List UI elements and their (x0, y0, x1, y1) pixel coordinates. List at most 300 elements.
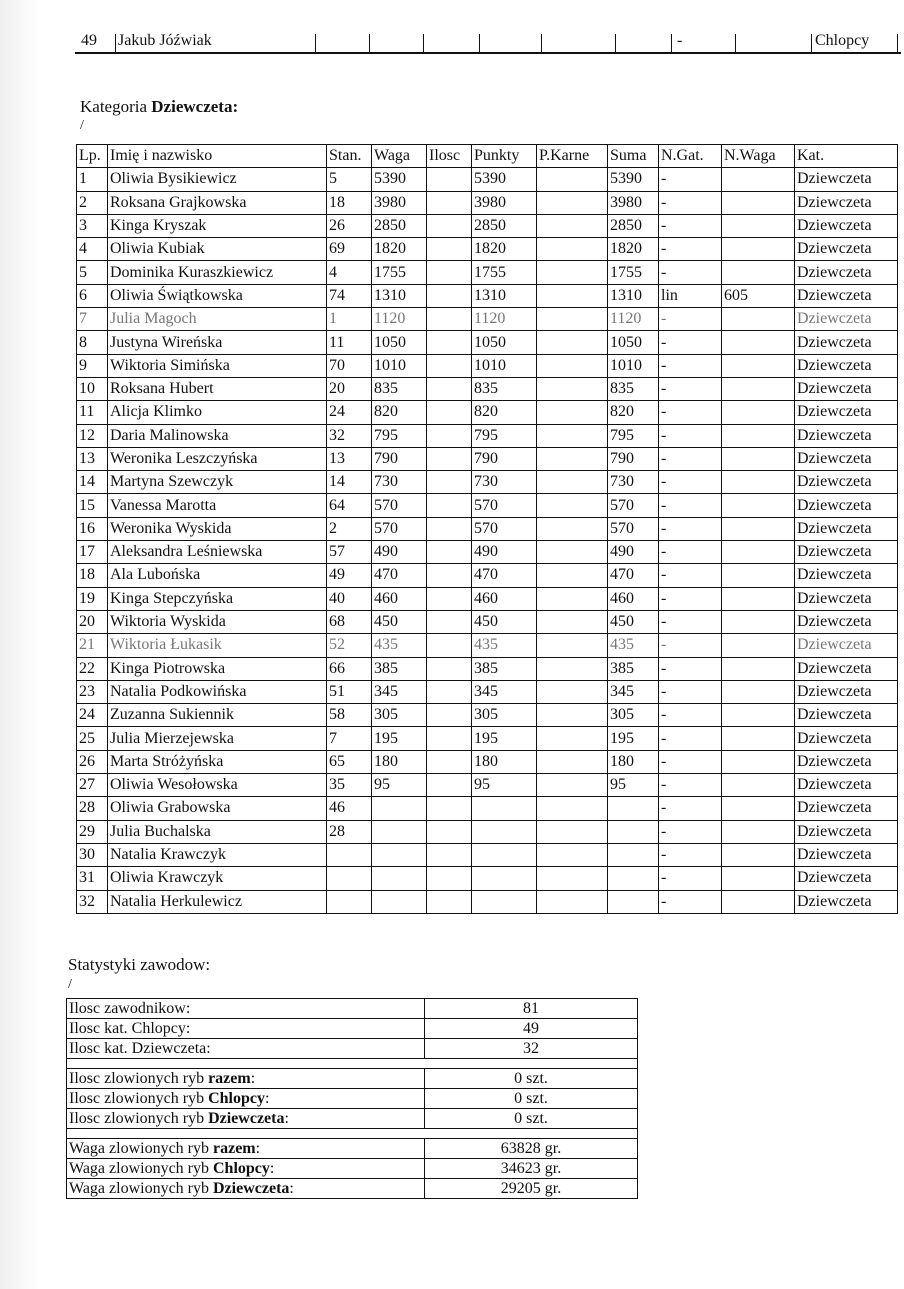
cell-punkty: 435 (472, 634, 537, 657)
cell-kat: Dziewczeta (795, 867, 898, 890)
cell-n-gat: - (659, 471, 722, 494)
cell-p-karne (537, 214, 608, 237)
cell-lp: 5 (77, 261, 108, 284)
cell-p-karne (537, 401, 608, 424)
cell-punkty: 1120 (472, 308, 537, 331)
cell-n-gat: - (659, 308, 722, 331)
cell-suma: 1820 (608, 238, 659, 261)
header-waga: Waga (372, 145, 427, 168)
cell-name: Wiktoria Wyskida (108, 610, 327, 633)
cell-lp: 30 (77, 843, 108, 866)
cell-suma (608, 797, 659, 820)
cell-ilosc (427, 890, 472, 913)
top-row-divider (735, 34, 736, 52)
stats-gap-cell (67, 1129, 638, 1139)
cell-kat: Dziewczeta (795, 727, 898, 750)
cell-n-waga (722, 634, 795, 657)
cell-stan: 40 (327, 587, 372, 610)
cell-stan: 65 (327, 750, 372, 773)
cell-n-waga (722, 377, 795, 400)
cell-waga (372, 867, 427, 890)
cell-punkty: 345 (472, 680, 537, 703)
top-row-lp: 49 (81, 32, 97, 49)
table-row (77, 867, 898, 890)
cell-n-waga (722, 843, 795, 866)
cell-suma: 795 (608, 424, 659, 447)
table-row (77, 424, 898, 447)
top-row-divider (811, 34, 812, 52)
cell-n-waga (722, 750, 795, 773)
cell-kat: Dziewczeta (795, 541, 898, 564)
cell-punkty: 835 (472, 377, 537, 400)
cell-name: Natalia Podkowińska (108, 680, 327, 703)
cell-p-karne (537, 424, 608, 447)
cell-p-karne (537, 541, 608, 564)
cell-name: Julia Magoch (108, 308, 327, 331)
cell-lp: 3 (77, 214, 108, 237)
cell-kat: Dziewczeta (795, 657, 898, 680)
cell-n-gat: - (659, 214, 722, 237)
table-row (77, 191, 898, 214)
cell-stan: 57 (327, 541, 372, 564)
cell-ilosc (427, 471, 472, 494)
stats-row (67, 999, 638, 1019)
cell-p-karne (537, 704, 608, 727)
header-lp: Lp. (77, 145, 108, 168)
cell-lp: 15 (77, 494, 108, 517)
cell-lp: 29 (77, 820, 108, 843)
cell-p-karne (537, 308, 608, 331)
cell-lp: 18 (77, 564, 108, 587)
stats-label: Waga zlowionych ryb razem: (67, 1139, 425, 1159)
cell-lp: 27 (77, 774, 108, 797)
cell-p-karne (537, 354, 608, 377)
table-row (77, 797, 898, 820)
cell-n-waga (722, 541, 795, 564)
cell-n-gat: - (659, 238, 722, 261)
cell-suma (608, 890, 659, 913)
cell-suma: 460 (608, 587, 659, 610)
cell-lp: 19 (77, 587, 108, 610)
table-row (77, 890, 898, 913)
cell-waga: 1820 (372, 238, 427, 261)
cell-ilosc (427, 238, 472, 261)
cell-p-karne (537, 331, 608, 354)
cell-waga: 1755 (372, 261, 427, 284)
cell-name: Oliwia Grabowska (108, 797, 327, 820)
stats-value: 81 (425, 999, 638, 1019)
cell-suma: 820 (608, 401, 659, 424)
stats-label: Waga zlowionych ryb Dziewczeta: (67, 1179, 425, 1199)
cell-lp: 20 (77, 610, 108, 633)
cell-stan: 51 (327, 680, 372, 703)
cell-n-waga (722, 471, 795, 494)
cell-name: Julia Buchalska (108, 820, 327, 843)
cell-waga: 730 (372, 471, 427, 494)
cell-waga: 490 (372, 541, 427, 564)
stats-gap-row (67, 1059, 638, 1069)
cell-n-gat: - (659, 587, 722, 610)
table-row (77, 261, 898, 284)
cell-ilosc (427, 214, 472, 237)
cell-name: Wiktoria Łukasik (108, 634, 327, 657)
cell-suma: 1010 (608, 354, 659, 377)
cell-ilosc (427, 587, 472, 610)
cell-punkty: 305 (472, 704, 537, 727)
stats-body (67, 999, 638, 1199)
cell-n-gat: - (659, 424, 722, 447)
cell-ilosc (427, 447, 472, 470)
cell-punkty: 730 (472, 471, 537, 494)
cell-n-waga (722, 610, 795, 633)
table-row (77, 331, 898, 354)
cell-n-waga (722, 214, 795, 237)
cell-name: Oliwia Krawczyk (108, 867, 327, 890)
cell-kat: Dziewczeta (795, 447, 898, 470)
cell-ilosc (427, 774, 472, 797)
cell-n-waga (722, 727, 795, 750)
cell-p-karne (537, 797, 608, 820)
table-row (77, 447, 898, 470)
cell-ilosc (427, 820, 472, 843)
header-name: Imię i nazwisko (108, 145, 327, 168)
cell-stan (327, 843, 372, 866)
cell-punkty (472, 820, 537, 843)
cell-lp: 22 (77, 657, 108, 680)
cell-lp: 2 (77, 191, 108, 214)
cell-suma: 3980 (608, 191, 659, 214)
cell-suma: 1120 (608, 308, 659, 331)
cell-n-waga (722, 238, 795, 261)
cell-name: Ala Lubońska (108, 564, 327, 587)
cell-ilosc (427, 634, 472, 657)
cell-punkty: 5390 (472, 168, 537, 191)
cell-n-waga (722, 191, 795, 214)
table-row (77, 517, 898, 540)
cell-p-karne (537, 238, 608, 261)
cell-punkty: 2850 (472, 214, 537, 237)
top-row-divider (615, 34, 616, 52)
cell-name: Justyna Wireńska (108, 331, 327, 354)
cell-punkty: 195 (472, 727, 537, 750)
cell-punkty: 3980 (472, 191, 537, 214)
stats-value: 0 szt. (425, 1069, 638, 1089)
cell-n-gat: - (659, 843, 722, 866)
cell-name: Oliwia Wesołowska (108, 774, 327, 797)
stats-label: Ilosc kat. Dziewczeta: (67, 1039, 425, 1059)
top-row-kat: Chlopcy (815, 32, 870, 49)
cell-p-karne (537, 657, 608, 680)
cell-waga: 570 (372, 494, 427, 517)
cell-n-gat: - (659, 191, 722, 214)
cell-punkty: 795 (472, 424, 537, 447)
cell-stan: 68 (327, 610, 372, 633)
cell-stan: 5 (327, 168, 372, 191)
cell-name: Kinga Stepczyńska (108, 587, 327, 610)
cell-name: Weronika Leszczyńska (108, 447, 327, 470)
stats-value: 32 (425, 1039, 638, 1059)
cell-lp: 25 (77, 727, 108, 750)
cell-stan: 24 (327, 401, 372, 424)
cell-stan: 13 (327, 447, 372, 470)
cell-suma: 180 (608, 750, 659, 773)
cell-name: Oliwia Kubiak (108, 238, 327, 261)
cell-suma (608, 843, 659, 866)
cell-n-waga (722, 657, 795, 680)
cell-name: Zuzanna Sukiennik (108, 704, 327, 727)
table-row (77, 541, 898, 564)
cell-lp: 13 (77, 447, 108, 470)
cell-suma: 470 (608, 564, 659, 587)
cell-p-karne (537, 517, 608, 540)
cell-waga: 470 (372, 564, 427, 587)
scan-edge-shadow (0, 0, 40, 1289)
cell-ilosc (427, 680, 472, 703)
cell-punkty: 180 (472, 750, 537, 773)
cell-n-waga (722, 890, 795, 913)
top-row-divider (115, 34, 116, 52)
cell-name: Kinga Piotrowska (108, 657, 327, 680)
cell-waga: 835 (372, 377, 427, 400)
stats-row (67, 1039, 638, 1059)
cell-punkty: 1820 (472, 238, 537, 261)
cell-waga: 385 (372, 657, 427, 680)
cell-waga: 450 (372, 610, 427, 633)
cell-waga: 1050 (372, 331, 427, 354)
cell-suma: 790 (608, 447, 659, 470)
cell-p-karne (537, 890, 608, 913)
header-n-gat: N.Gat. (659, 145, 722, 168)
stats-title: Statystyki zawodow: (68, 955, 211, 974)
cell-name: Natalia Krawczyk (108, 843, 327, 866)
cell-ilosc (427, 401, 472, 424)
cell-name: Marta Stróżyńska (108, 750, 327, 773)
cell-lp: 17 (77, 541, 108, 564)
cell-name: Alicja Klimko (108, 401, 327, 424)
cell-kat: Dziewczeta (795, 168, 898, 191)
cell-kat: Dziewczeta (795, 261, 898, 284)
cell-waga: 345 (372, 680, 427, 703)
cell-p-karne (537, 634, 608, 657)
cell-n-waga (722, 774, 795, 797)
cell-lp: 16 (77, 517, 108, 540)
stats-row (67, 1139, 638, 1159)
cell-n-gat: - (659, 377, 722, 400)
cell-n-gat: - (659, 890, 722, 913)
cell-p-karne (537, 867, 608, 890)
stats-value: 0 szt. (425, 1089, 638, 1109)
cell-n-gat: lin (659, 284, 722, 307)
cell-p-karne (537, 168, 608, 191)
top-row-divider (423, 34, 424, 52)
cell-waga: 1310 (372, 284, 427, 307)
cell-stan: 28 (327, 820, 372, 843)
cell-kat: Dziewczeta (795, 424, 898, 447)
cell-lp: 11 (77, 401, 108, 424)
table-row (77, 680, 898, 703)
cell-p-karne (537, 820, 608, 843)
cell-punkty: 790 (472, 447, 537, 470)
category-title-bold: Dziewczeta: (151, 97, 239, 116)
table-row (77, 843, 898, 866)
header-punkty: Punkty (472, 145, 537, 168)
cell-stan: 70 (327, 354, 372, 377)
cell-kat: Dziewczeta (795, 704, 898, 727)
cell-waga: 1010 (372, 354, 427, 377)
header-stan: Stan. (327, 145, 372, 168)
cell-stan: 2 (327, 517, 372, 540)
cell-ilosc (427, 564, 472, 587)
cell-kat: Dziewczeta (795, 843, 898, 866)
cell-kat: Dziewczeta (795, 750, 898, 773)
cell-punkty: 385 (472, 657, 537, 680)
table-row (77, 494, 898, 517)
cell-stan: 14 (327, 471, 372, 494)
cell-suma: 1050 (608, 331, 659, 354)
cell-name: Dominika Kuraszkiewicz (108, 261, 327, 284)
cell-waga: 790 (372, 447, 427, 470)
cell-ilosc (427, 843, 472, 866)
cell-ilosc (427, 261, 472, 284)
cell-suma: 1310 (608, 284, 659, 307)
cell-n-gat: - (659, 447, 722, 470)
stats-label: Ilosc zawodnikow: (67, 999, 425, 1019)
cell-ilosc (427, 168, 472, 191)
header-p-karne: P.Karne (537, 145, 608, 168)
table-row (77, 750, 898, 773)
cell-stan: 4 (327, 261, 372, 284)
table-row (77, 471, 898, 494)
cell-ilosc (427, 424, 472, 447)
cell-punkty (472, 797, 537, 820)
cell-n-gat: - (659, 797, 722, 820)
cell-lp: 12 (77, 424, 108, 447)
cell-suma: 195 (608, 727, 659, 750)
cell-stan: 11 (327, 331, 372, 354)
cell-stan: 32 (327, 424, 372, 447)
cell-name: Wiktoria Simińska (108, 354, 327, 377)
top-row-ngat: - (677, 32, 683, 49)
cell-suma: 345 (608, 680, 659, 703)
cell-stan: 52 (327, 634, 372, 657)
cell-waga: 460 (372, 587, 427, 610)
header-kat: Kat. (795, 145, 898, 168)
cell-punkty: 820 (472, 401, 537, 424)
table-row (77, 284, 898, 307)
cell-punkty (472, 867, 537, 890)
cell-ilosc (427, 284, 472, 307)
table-row (77, 168, 898, 191)
cell-lp: 24 (77, 704, 108, 727)
cell-kat: Dziewczeta (795, 331, 898, 354)
cell-lp: 28 (77, 797, 108, 820)
cell-n-gat: - (659, 168, 722, 191)
cell-suma: 1755 (608, 261, 659, 284)
cell-ilosc (427, 657, 472, 680)
results-body (77, 168, 898, 914)
cell-kat: Dziewczeta (795, 238, 898, 261)
stats-value: 63828 gr. (425, 1139, 638, 1159)
table-row (77, 238, 898, 261)
top-row-divider (479, 34, 480, 52)
cell-punkty: 450 (472, 610, 537, 633)
cell-lp: 7 (77, 308, 108, 331)
cell-n-gat: - (659, 634, 722, 657)
cell-n-waga (722, 331, 795, 354)
cell-p-karne (537, 750, 608, 773)
cell-kat: Dziewczeta (795, 587, 898, 610)
cell-p-karne (537, 610, 608, 633)
stats-value: 34623 gr. (425, 1159, 638, 1179)
table-row (77, 587, 898, 610)
header-suma: Suma (608, 145, 659, 168)
results-table (76, 144, 898, 914)
cell-ilosc (427, 354, 472, 377)
cell-suma: 2850 (608, 214, 659, 237)
cell-kat: Dziewczeta (795, 634, 898, 657)
cell-stan: 69 (327, 238, 372, 261)
cell-stan: 74 (327, 284, 372, 307)
stats-row (67, 1089, 638, 1109)
table-row (77, 354, 898, 377)
cell-lp: 6 (77, 284, 108, 307)
cell-p-karne (537, 727, 608, 750)
cell-n-waga: 605 (722, 284, 795, 307)
cell-suma: 730 (608, 471, 659, 494)
table-row (77, 564, 898, 587)
cell-p-karne (537, 471, 608, 494)
cell-lp: 31 (77, 867, 108, 890)
cell-stan: 20 (327, 377, 372, 400)
cell-p-karne (537, 261, 608, 284)
table-row (77, 704, 898, 727)
cell-n-waga (722, 261, 795, 284)
cell-lp: 14 (77, 471, 108, 494)
cell-name: Weronika Wyskida (108, 517, 327, 540)
cell-waga: 3980 (372, 191, 427, 214)
cell-n-gat: - (659, 401, 722, 424)
table-row (77, 377, 898, 400)
cell-n-waga (722, 797, 795, 820)
stats-row (67, 1069, 638, 1089)
table-row (77, 774, 898, 797)
cell-stan (327, 867, 372, 890)
cell-ilosc (427, 797, 472, 820)
cell-stan: 64 (327, 494, 372, 517)
cell-n-gat: - (659, 774, 722, 797)
cell-suma: 450 (608, 610, 659, 633)
cell-stan: 66 (327, 657, 372, 680)
cell-waga (372, 797, 427, 820)
cell-stan: 7 (327, 727, 372, 750)
cell-suma: 305 (608, 704, 659, 727)
cell-p-karne (537, 587, 608, 610)
cell-kat: Dziewczeta (795, 191, 898, 214)
cell-name: Kinga Kryszak (108, 214, 327, 237)
stats-row (67, 1109, 638, 1129)
table-row (77, 634, 898, 657)
cell-p-karne (537, 680, 608, 703)
cell-lp: 8 (77, 331, 108, 354)
cell-name: Vanessa Marotta (108, 494, 327, 517)
stats-gap-cell (67, 1059, 638, 1069)
cell-ilosc (427, 541, 472, 564)
cell-name: Oliwia Bysikiewicz (108, 168, 327, 191)
cell-n-waga (722, 867, 795, 890)
table-row (77, 214, 898, 237)
results-header-row (77, 145, 898, 168)
cell-n-gat: - (659, 820, 722, 843)
